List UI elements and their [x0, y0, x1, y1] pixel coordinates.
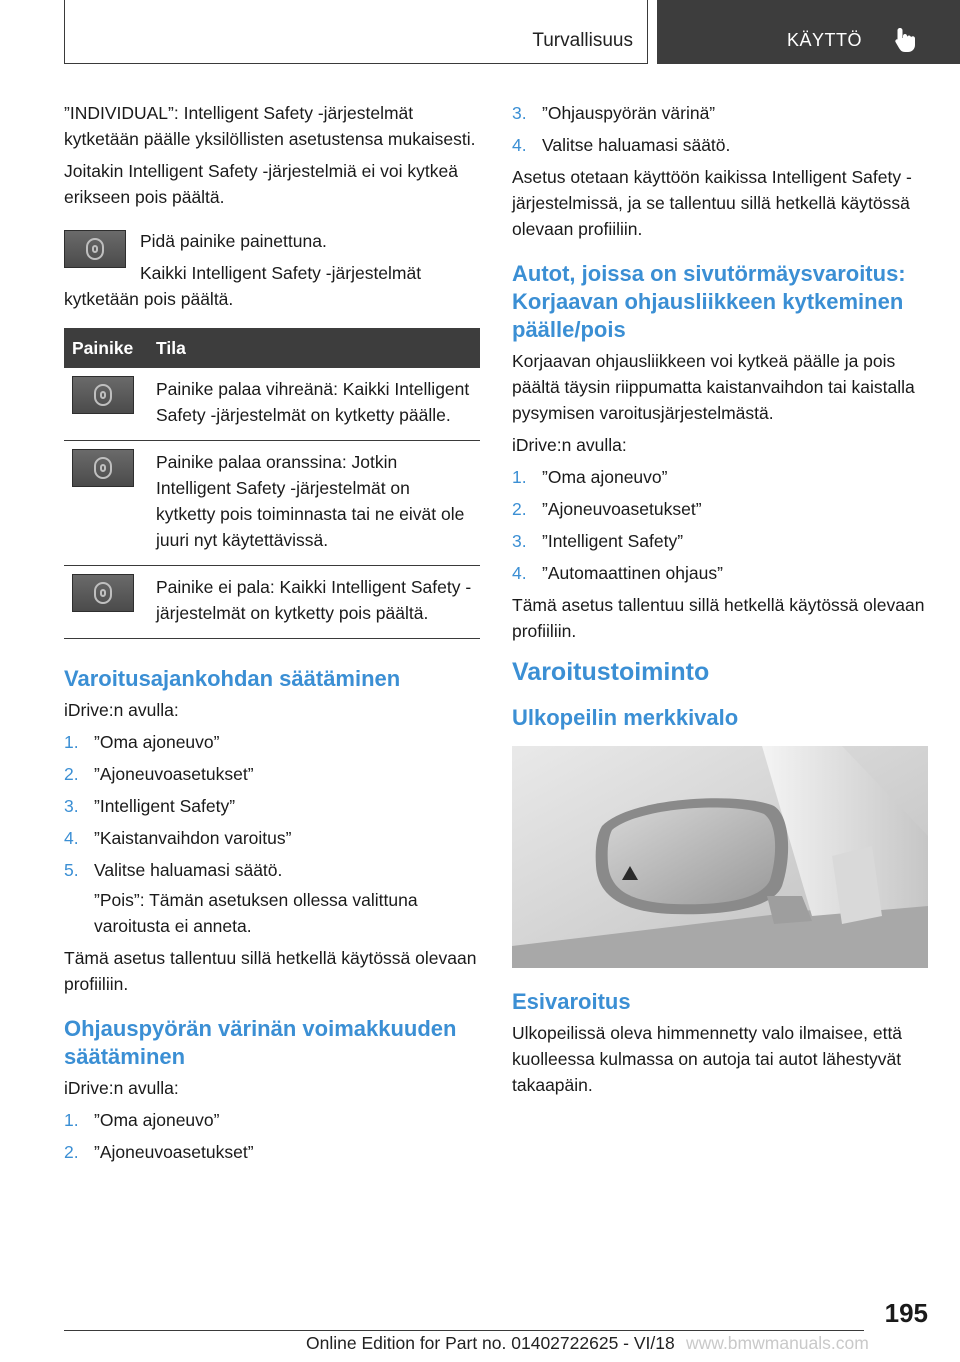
right-column — [512, 100, 928, 1104]
heading-warning-function: Varoitustoiminto — [512, 658, 710, 686]
table-header-state: Tila — [148, 328, 480, 368]
button-state-table — [64, 328, 480, 639]
intro-paragraph-2: Joitakin Intelligent Safety -järjestelmiä ei voi kytkeä erikseen pois päältä. — [64, 161, 458, 207]
idrive-label: iDrive:n avulla: — [64, 700, 179, 720]
side-mirror-illustration — [512, 746, 928, 968]
list-item: 2. ”Ajoneuvoasetukset” — [64, 764, 254, 784]
hold-result: Kaikki Intelligent Safety -järjestelmät kytketään pois päältä. — [64, 263, 422, 309]
step-note: ”Pois”: Tämän asetuksen ollessa valittuna varoitusta ei anneta. — [94, 890, 418, 936]
intelligent-safety-button-icon — [72, 449, 134, 487]
list-item: 1. ”Oma ajoneuvo” — [512, 467, 668, 487]
list-item: 1. ”Oma ajoneuvo” — [64, 732, 220, 752]
pre-warning-paragraph: Ulkopeilissä oleva himmennetty valo ilmaisee, että kuolleessa kulmassa on autoja tai autot lähestyvät takaapäin. — [512, 1023, 903, 1095]
footer-watermark: www.bmwmanuals.com — [686, 1333, 869, 1353]
steps-list-vibration — [64, 1107, 480, 1165]
list-item: 3. ”Ohjauspyörän värinä” — [512, 103, 716, 123]
steering-paragraph: Korjaavan ohjausliikkeen voi kytkeä päälle ja pois päältä täysin riippumatta kaistanvaihdon tai kaistalla pysymisen varoitusjärjestelmästä. — [512, 351, 915, 423]
intelligent-safety-button-icon — [72, 376, 134, 414]
table-cell-state: Painike palaa oranssina: Jotkin Intelligent Safety -järjestelmät on kytketty pois toiminnasta tai ne eivät ole juuri nyt käytettävissä. — [148, 441, 480, 566]
table-cell-state: Painike ei pala: Kaikki Intelligent Safety -järjestelmät on kytketty pois päältä. — [148, 566, 480, 639]
table-row — [64, 566, 480, 639]
chapter-label: KÄYTTÖ — [787, 30, 863, 50]
list-item: 4. ”Automaattinen ohjaus” — [512, 563, 723, 583]
heading-mirror-light: Ulkopeilin merkkivalo — [512, 705, 739, 730]
saved-note-2: Asetus otetaan käyttöön kaikissa Intelligent Safety -järjestelmissä, ja se tallentuu sillä hetkellä käytössä olevaan profiiliin. — [512, 167, 912, 239]
heading-pre-warning: Esivaroitus — [512, 989, 631, 1014]
list-item: 3. ”Intelligent Safety” — [64, 796, 236, 816]
heading-vibration: Ohjauspyörän värinän voimakkuuden säätäminen — [64, 1016, 457, 1069]
intelligent-safety-button-icon — [64, 230, 126, 268]
intelligent-safety-button-icon — [72, 574, 134, 612]
header-section-title: Turvallisuus — [532, 30, 633, 51]
list-item: 3. ”Intelligent Safety” — [512, 531, 684, 551]
saved-note-3: Tämä asetus tallentuu sillä hetkellä käytössä olevaan profiiliin. — [512, 595, 925, 641]
table-header-button: Painike — [64, 328, 148, 368]
header-chapter-tab — [657, 0, 960, 64]
intro-paragraph-1: ”INDIVIDUAL”: Intelligent Safety -järjestelmät kytketään päälle yksilöllisten asetustensa mukaisesti. — [64, 103, 476, 149]
hold-button-block — [64, 228, 480, 312]
header-frame — [64, 0, 648, 64]
steps-list-steering — [512, 464, 928, 586]
idrive-label: iDrive:n avulla: — [64, 1078, 179, 1098]
list-item: 2. ”Ajoneuvoasetukset” — [64, 1142, 254, 1162]
steps-list-vibration-cont — [512, 100, 928, 158]
table-row — [64, 441, 480, 566]
footer-divider — [64, 1330, 864, 1331]
list-item: 4. ”Kaistanvaihdon varoitus” — [64, 828, 292, 848]
heading-warning-time: Varoitusajankohdan säätäminen — [64, 666, 401, 691]
steps-list-warning-time — [64, 729, 480, 883]
hold-instruction: Pidä painike painettuna. — [140, 231, 327, 251]
table-row — [64, 368, 480, 441]
list-item: 4. Valitse haluamasi säätö. — [512, 135, 731, 155]
list-item: 1. ”Oma ajoneuvo” — [64, 1110, 220, 1130]
heading-steering-correction: Autot, joissa on sivutörmäysvaroitus: Korjaavan ohjausliikkeen kytkeminen päälle/pois — [512, 261, 906, 342]
table-cell-state: Painike palaa vihreänä: Kaikki Intelligent Safety -järjestelmät on kytketty päälle. — [148, 368, 480, 441]
left-column — [64, 100, 480, 1171]
list-item: 2. ”Ajoneuvoasetukset” — [512, 499, 702, 519]
list-item: 5. Valitse haluamasi säätö. — [64, 860, 283, 880]
pointing-hand-icon — [893, 26, 919, 54]
footer-edition: Online Edition for Part no. 01402722625 - VI/18 — [306, 1333, 675, 1353]
page-number: 195 — [884, 1298, 928, 1328]
idrive-label: iDrive:n avulla: — [512, 435, 627, 455]
saved-note-1: Tämä asetus tallentuu sillä hetkellä käytössä olevaan profiiliin. — [64, 948, 477, 994]
